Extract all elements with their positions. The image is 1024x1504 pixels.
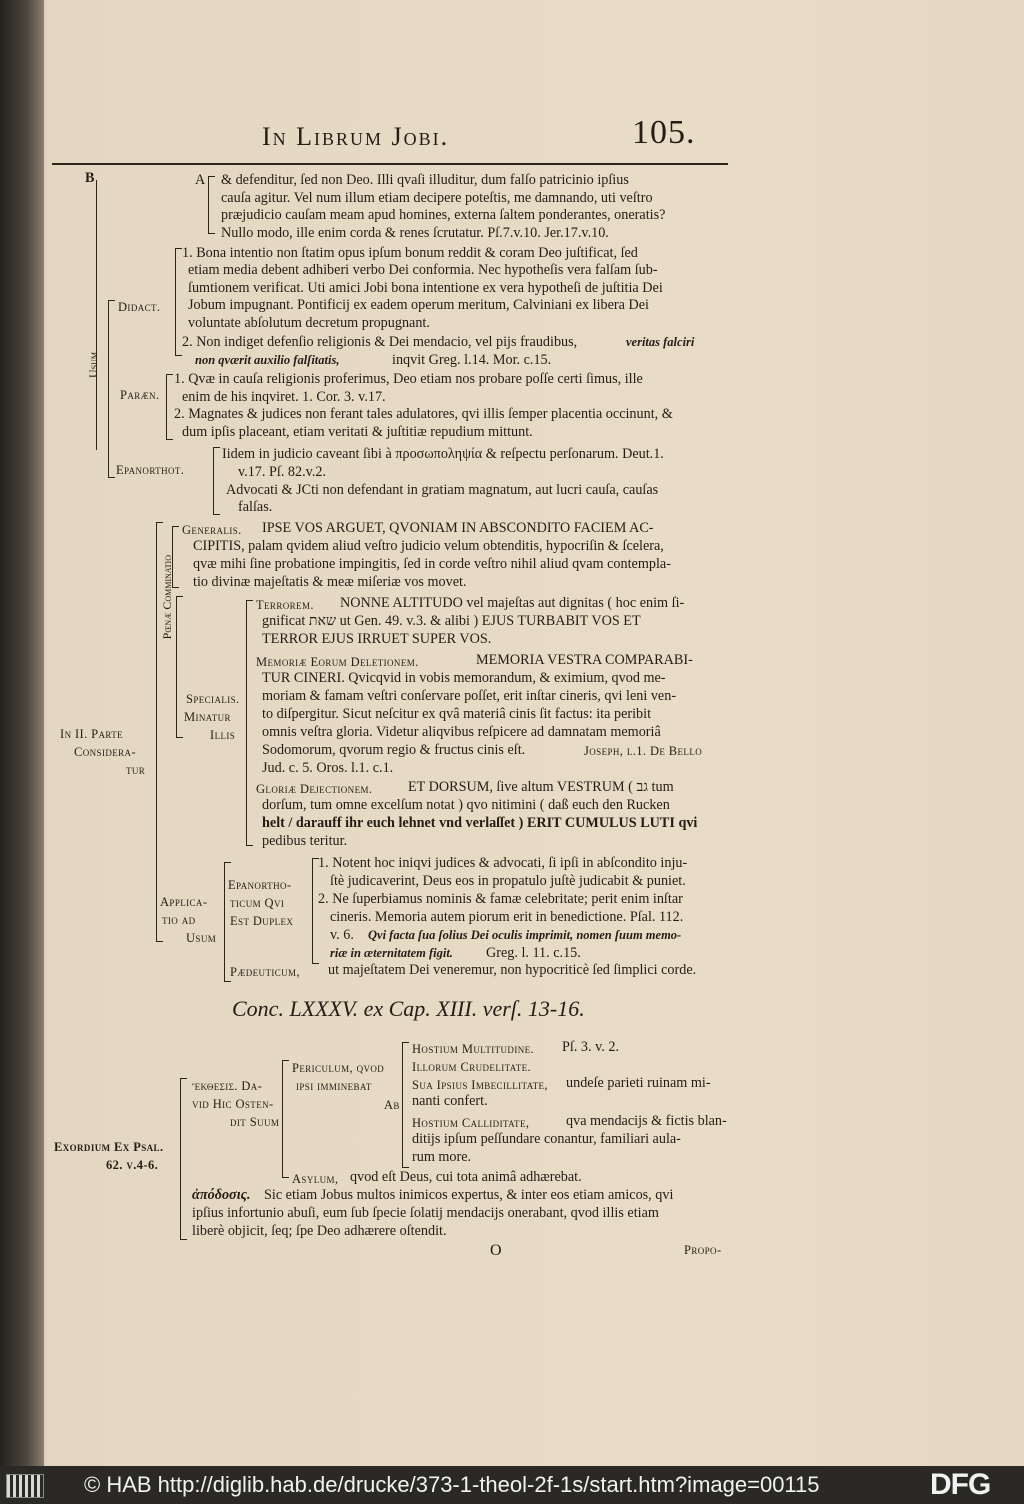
text-line: cauſa agitur. Vel num illum etiam decipere poteſtis, me damnando, uti veſtro bbox=[221, 190, 653, 206]
marker-a: A bbox=[195, 172, 206, 188]
label-sua-imbecillitate: Sua Ipsius Imbecillitate, bbox=[412, 1078, 548, 1092]
label-epanortho: Epanortho- bbox=[228, 878, 292, 892]
page-number: 105. bbox=[632, 114, 696, 151]
bracket-b-stem bbox=[96, 180, 97, 450]
text-line: enim de his inqviret. 1. Cor. 3. v.17. bbox=[182, 389, 386, 405]
text-line: ditijs ipſum peſſundare conantur, familiari aula- bbox=[412, 1131, 681, 1147]
text-line: inqvit Greg. l.14. Mor. c.15. bbox=[392, 352, 552, 368]
text-line: pedibus teritur. bbox=[262, 833, 348, 849]
text-line: ſtè judicaverint, Deus eos in propatulo juſtè judicabit & puniet. bbox=[330, 873, 686, 889]
catchword: Propo- bbox=[684, 1243, 722, 1257]
text-line: ipſius infortunio abuſi, eum ſub ſpecie ſolatij mendacijs onerabant, qvod illis etiam bbox=[192, 1205, 659, 1221]
text-line: etiam media debent adhiberi verbo Dei conformia. Nec hypotheſis vera falſam ſub- bbox=[188, 262, 658, 278]
bracket-usum bbox=[108, 300, 115, 478]
marker-b: B bbox=[85, 170, 95, 186]
text-line: dorſum, tum omne excelſum notat ) qvo nitimini ( daß euch den Rucken bbox=[262, 797, 670, 813]
label-ab: Ab bbox=[384, 1098, 400, 1112]
text-line: 2. Ne ſuperbiamus nominis & famæ celebritate; perit enim inſtar bbox=[318, 891, 683, 907]
text-line: CIPITIS, palam qvidem aliud veſtro judicio velum obtenditis, hypocriſin & ſcelera, bbox=[193, 538, 664, 554]
label-paraen: Paræn. bbox=[120, 388, 160, 402]
text-line: Sodomorum, qvorum regio & fructus cinis eſt. bbox=[262, 742, 526, 758]
label-periculum: Periculum, qvod bbox=[292, 1061, 385, 1075]
label-ekthesis: ἔκθεσις. Da- bbox=[192, 1079, 263, 1093]
text-line: cineris. Memoria autem piorum erit in benedictione. Pſal. 112. bbox=[330, 909, 684, 925]
text-line: Jobum impugnant. Pontificij ex eadem operum meritum, Calviniani ex libera Dei bbox=[188, 297, 649, 313]
label-minatur: Minatur bbox=[184, 710, 231, 724]
label-illorum-crudelitate: Illorum Crudelitate. bbox=[412, 1060, 532, 1074]
text-line: undeſe parieti ruinam mi- bbox=[566, 1075, 711, 1091]
text-line: MEMORIA VESTRA COMPARABI- bbox=[476, 652, 693, 668]
text-line: tio divinæ majeſtatis & meæ miſeriæ vos movet. bbox=[193, 574, 467, 590]
label-applica: Applica- bbox=[160, 895, 208, 909]
text-line: NONNE ALTITUDO vel majeſtas aut dignitas ( hoc enim ſi- bbox=[340, 595, 685, 611]
bracket-epanorthot bbox=[213, 447, 220, 515]
bracket-poenae bbox=[176, 596, 183, 738]
text-line: Nullo modo, ille enim corda & renes ſcrutatur. Pſ.7.v.10. Jer.17.v.10. bbox=[221, 225, 609, 241]
text-line: riæ in æternitatem figit. bbox=[330, 946, 453, 960]
text-line: Advocati & JCti non defendant in gratiam magnatum, aut lucri cauſa, cauſas bbox=[226, 482, 659, 498]
label-in-ii-parte: In II. Parte bbox=[60, 727, 124, 741]
label-exordium: Exordium Ex Psal. bbox=[54, 1140, 164, 1154]
text-line: Jud. c. 5. Oros. l.1. c.1. bbox=[262, 760, 394, 776]
text-line: 1. Qvæ in cauſa religionis proferimus, Deo etiam nos probare poſſe certi ſimus, ille bbox=[174, 371, 643, 387]
header-rule bbox=[52, 163, 728, 165]
text-line: Sic etiam Jobus multos inimicos expertus, & inter eos etiam amicos, qvi bbox=[264, 1187, 674, 1203]
dfg-logo: DFG bbox=[930, 1468, 991, 1501]
copyright-url[interactable]: © HAB http://diglib.hab.de/drucke/373-1-theol-2f-1s/start.htm?image=00115 bbox=[84, 1472, 820, 1497]
text-line: nanti confert. bbox=[412, 1093, 488, 1109]
label-vid-hic-osten: vid Hic Osten- bbox=[192, 1097, 274, 1111]
library-logo-icon bbox=[6, 1474, 44, 1498]
text-line: Qvi facta ſua ſolius Dei oculis imprimit, nomen ſuum memo- bbox=[368, 928, 682, 942]
text-line: 1. Bona intentio non ſtatim opus ipſum bonum reddit & coram Deo juſtificat, ſed bbox=[182, 245, 638, 261]
text-line: 2. Magnates & judices non ferant tales adulatores, qvi illis ſemper placentia occinunt, & bbox=[174, 406, 673, 422]
text-line: dum ipſis placeant, etiam veritati & juſtitiæ repudium mittunt. bbox=[182, 424, 533, 440]
text-line: omnis veſtra gloria. Videtur aliqvibus reſpicere ad damnatam memoriâ bbox=[262, 724, 661, 740]
label-hostium-multitudine: Hostium Multitudine. bbox=[412, 1042, 535, 1056]
label-exordium-ref: 62. v.4-6. bbox=[106, 1158, 159, 1172]
text-line: ſumtionem verificat. Uti amici Jobi bona intentione ex vera hypotheſi de juſtitia Dei bbox=[188, 280, 663, 296]
text-line: rum more. bbox=[412, 1149, 472, 1165]
label-poenae-comminatio: Pœnæ Comminatio bbox=[160, 555, 174, 640]
text-line: & defenditur, ſed non Deo. Illi qvaſi illuditur, dum falſo patricinio ipſius bbox=[221, 172, 629, 188]
label-hostium-calliditate: Hostium Calliditate, bbox=[412, 1116, 530, 1130]
label-apodosis: ἀπόδοσις. bbox=[192, 1187, 251, 1203]
label-dit-suum: dit Suum bbox=[230, 1115, 280, 1129]
text-line: TUR CINERI. Qvicqvid in vobis memorandum, & eximium, qvod me- bbox=[262, 670, 666, 686]
text-line: moriam & famam veſtri conſervare poſſet, erit inſtar cineris, qvi leni ven- bbox=[262, 688, 677, 704]
text-line: veritas falciri bbox=[626, 335, 695, 349]
text-line: TERROR EJUS IRRUET SUPER VOS. bbox=[262, 631, 492, 647]
label-illis: Illis bbox=[210, 728, 236, 742]
bracket-exordium bbox=[180, 1078, 187, 1240]
text-line: qvod eſt Deus, cui tota animâ adhærebat. bbox=[350, 1169, 582, 1185]
label-gloriae: Gloriæ Dejectionem. bbox=[256, 782, 373, 796]
bracket-ekthesis bbox=[282, 1060, 289, 1178]
bracket-epanorthoticum bbox=[312, 858, 319, 964]
concio-heading: Conc. LXXXV. ex Cap. XIII. verſ. 13-16. bbox=[232, 996, 585, 1021]
text-line: 2. Non indiget defenſio religionis & Dei mendacio, vel pijs fraudibus, bbox=[182, 334, 578, 350]
text-line: liberè objicit, ſeq; ſpe Deo adhærere oſtendit. bbox=[192, 1223, 447, 1239]
label-est-duplex: Est Duplex bbox=[230, 914, 294, 928]
label-asylum: Asylum, bbox=[292, 1172, 339, 1186]
text-line: Pſ. 3. v. 2. bbox=[562, 1039, 620, 1055]
text-line: voluntate abſolutum decretum propugnant. bbox=[188, 315, 430, 331]
bracket-paraen bbox=[166, 374, 173, 440]
viewer-footer bbox=[0, 1466, 1024, 1504]
text-line: qvæ mihi ſine probatione impingitis, ſed in corde veſtro nihil aliud qvam contempla- bbox=[193, 556, 671, 572]
label-specialis: Specialis. bbox=[186, 692, 240, 706]
text-line: Iidem in judicio caveant ſibi à προσωποληψία & reſpectu perſonarum. Deut.1. bbox=[222, 446, 664, 462]
text-line: qva mendacijs & fictis blan- bbox=[566, 1113, 727, 1129]
text-line: gnificat שאת ut Gen. 49. v.3. & alibi ) EJUS TURBABIT VOS ET bbox=[262, 613, 641, 629]
book-binding-edge bbox=[0, 0, 44, 1466]
label-epanorthot: Epanorthot. bbox=[116, 463, 185, 477]
label-usum: Usum bbox=[86, 352, 100, 379]
text-line: ut majeſtatem Dei veneremur, non hypocriticè ſed ſimplici corde. bbox=[328, 962, 697, 978]
text-line: Greg. l. 11. c.15. bbox=[486, 945, 581, 961]
text-line: non qværit auxilio falſitatis, bbox=[195, 353, 340, 367]
label-tur: tur bbox=[126, 763, 146, 777]
label-didact: Didact. bbox=[118, 300, 161, 314]
text-line: helt / darauff ihr euch lehnet vnd verlaſſet ) ERIT CUMULUS LUTI qvi bbox=[262, 815, 698, 831]
label-joseph: Joseph, l.1. De Bello bbox=[584, 744, 703, 758]
label-paedeuticum: Pædeuticum, bbox=[230, 965, 300, 979]
text-line: to diſpergitur. Sicut neſcitur ex qvâ materiâ cinis ſit factus: ita peribit bbox=[262, 706, 652, 722]
bracket-didact bbox=[175, 248, 182, 356]
text-line: falſas. bbox=[238, 499, 273, 515]
label-ipsi-imminebat: ipſi imminebat bbox=[296, 1079, 372, 1093]
label-ticum-qvi: ticum Qvi bbox=[230, 896, 285, 910]
running-head: In Librum Jobi. bbox=[262, 122, 450, 151]
text-line: IPSE VOS ARGUET, QVONIAM IN ABSCONDITO FACIEM AC- bbox=[262, 520, 654, 536]
label-memoriae: Memoriæ Eorum Deletionem. bbox=[256, 655, 419, 669]
label-usum-2: Usum bbox=[186, 931, 217, 945]
text-line: ET DORSUM, ſive altum VESTRUM ( גב tum bbox=[408, 779, 674, 795]
text-line: 1. Notent hoc iniqvi judices & advocati, ſi ipſi in abſcondito inju- bbox=[318, 855, 688, 871]
text-line: præjudicio cauſam meam apud homines, externa ſaltem ponderantes, oneratis? bbox=[221, 207, 666, 223]
signature-mark: O bbox=[490, 1242, 502, 1259]
label-generalis: Generalis. bbox=[182, 523, 242, 537]
bracket-specialis bbox=[246, 600, 253, 846]
bracket-periculum bbox=[402, 1042, 409, 1168]
label-terrorem: Terrorem. bbox=[256, 598, 314, 612]
label-tio-ad: tio ad bbox=[162, 913, 196, 927]
label-considera: Considera- bbox=[74, 745, 137, 759]
text-line: v. 6. bbox=[330, 927, 354, 943]
text-line: v.17. Pſ. 82.v.2. bbox=[238, 464, 327, 480]
bracket-a bbox=[208, 176, 215, 234]
